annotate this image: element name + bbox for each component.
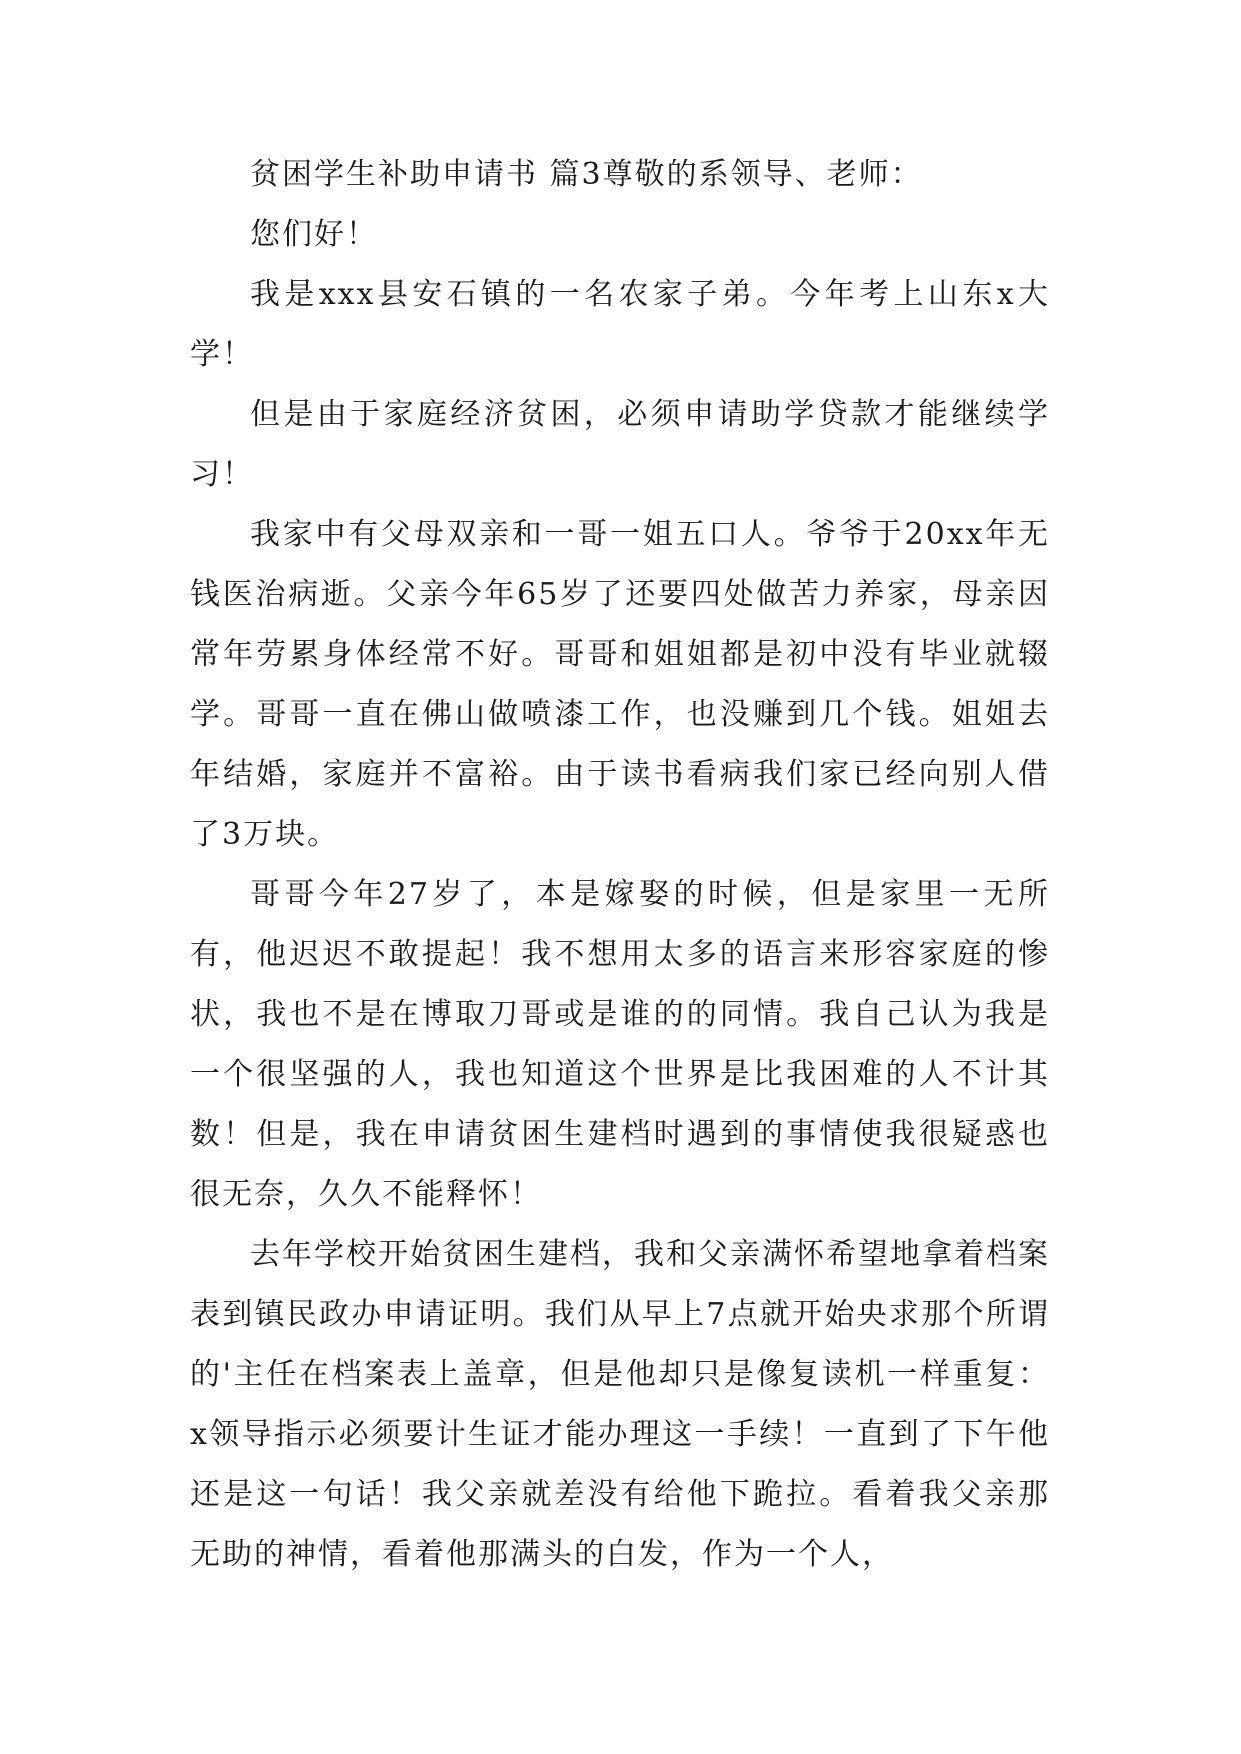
paragraph-application-experience: 去年学校开始贫困生建档，我和父亲满怀希望地拿着档案表到镇民政办申请证明。我们从早上7点就开始央求那个所谓的'主任在档案表上盖章，但是他却只是像复读机一样重复：x领导指示必须要计生证才能办理这一手续！一直到了下午他还是这一句话！我父亲就差没有给他下跪拉。看着我父亲那无助的神情，看着他那满头的白发，作为一个人， xyxy=(190,1237,1050,1572)
paragraph-financial-need: 但是由于家庭经济贫困，必须申请助学贷款才能继续学习！ xyxy=(190,397,1050,492)
paragraph-introduction: 我是xxx县安石镇的一名农家子弟。今年考上山东x大学！ xyxy=(190,277,1050,372)
paragraph-title-greeting: 贫困学生补助申请书 篇3尊敬的系领导、老师： xyxy=(250,157,923,192)
paragraph-family-situation: 我家中有父母双亲和一哥一姐五口人。爷爷于20xx年无钱医治病逝。父亲今年65岁了还要四处做苦力养家，母亲因常年劳累身体经常不好。哥哥和姐姐都是初中没有毕业就辍学。哥哥一直在佛山做喷漆工作，也没赚到几个钱。姐姐去年结婚，家庭并不富裕。由于读书看病我们家已经向别人借了3万块。 xyxy=(190,517,1050,852)
document-body xyxy=(190,145,1050,1585)
paragraph-salutation: 您们好！ xyxy=(250,217,378,252)
paragraph-brother-situation: 哥哥今年27岁了，本是嫁娶的时候，但是家里一无所有，他迟迟不敢提起！我不想用太多的语言来形容家庭的惨状，我也不是在博取刀哥或是谁的的同情。我自己认为我是一个很坚强的人，我也知道这个世界是比我困难的人不计其数！但是，我在申请贫困生建档时遇到的事情使我很疑惑也很无奈，久久不能释怀！ xyxy=(190,877,1050,1212)
